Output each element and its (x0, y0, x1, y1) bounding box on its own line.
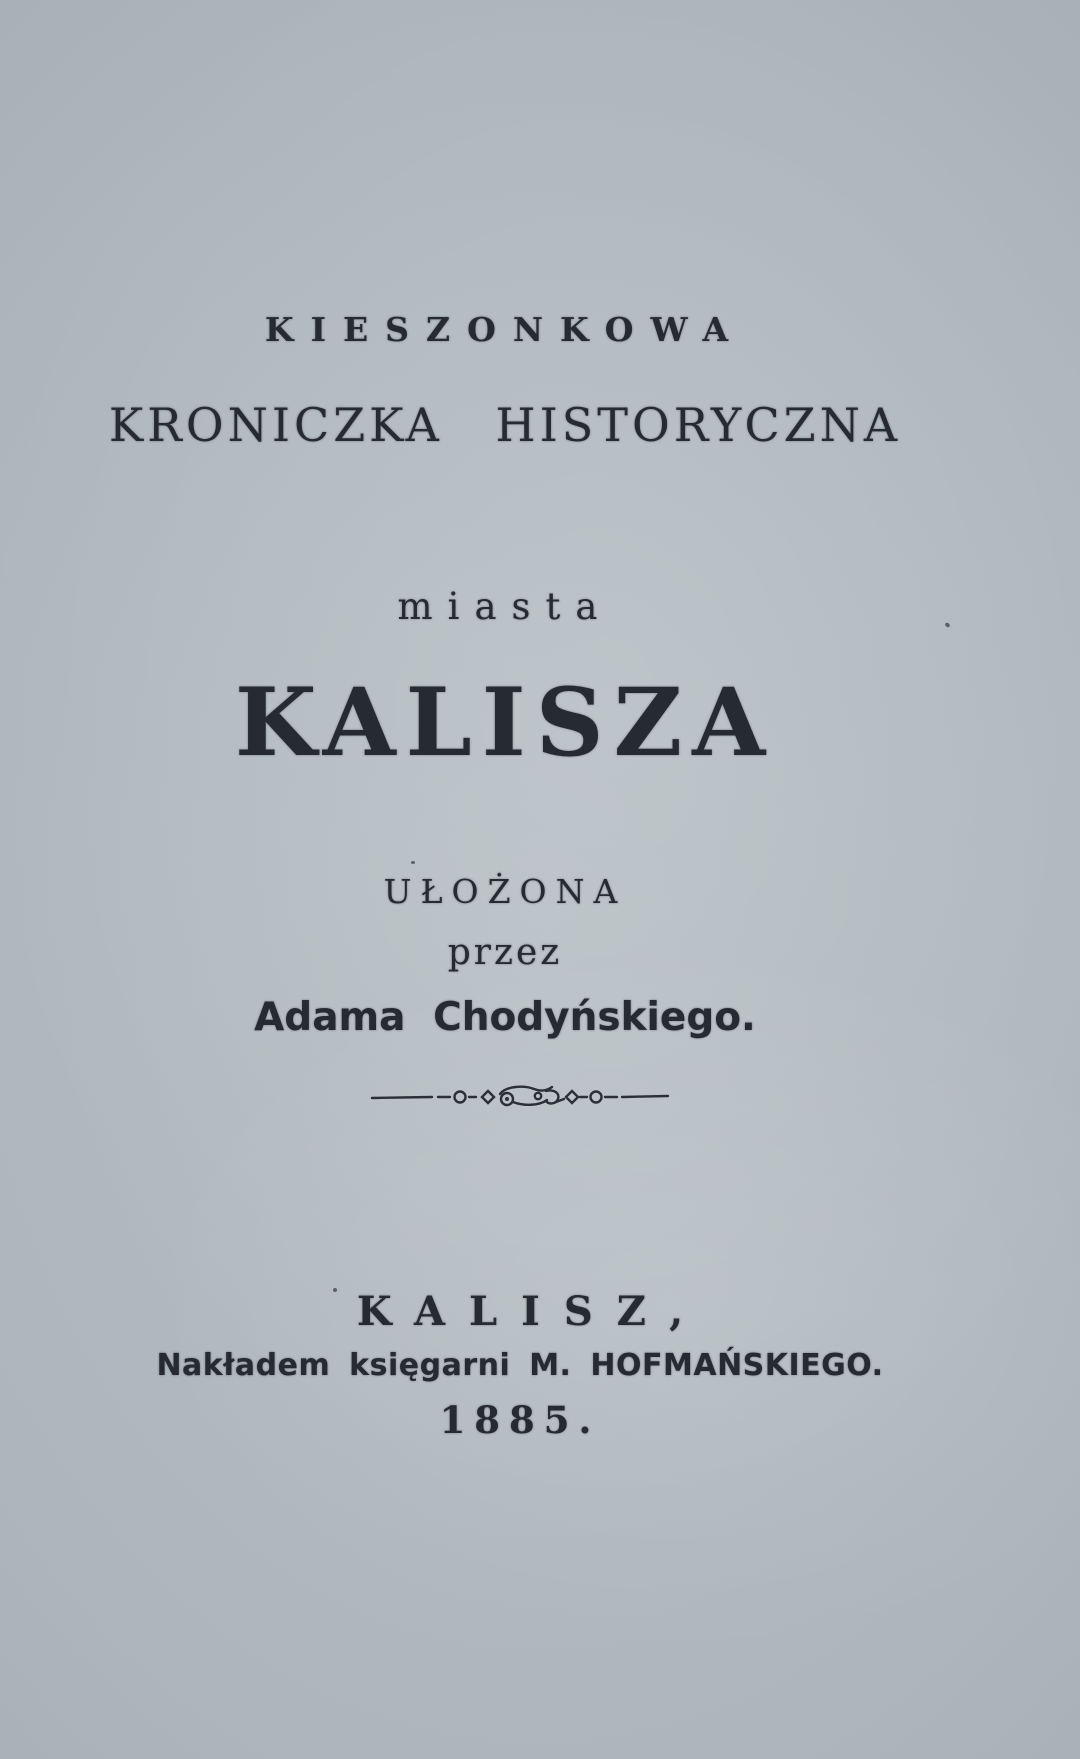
subtitle-miasta: miasta (397, 585, 613, 628)
ornamental-divider (0, 1082, 1040, 1116)
ornamental-rule-icon (370, 1082, 670, 1112)
author-name: Adama Chodyńskiego. (254, 995, 756, 1040)
by-label: przez (447, 932, 563, 973)
series-title: KIESZONKOWA (264, 310, 746, 349)
composed-label: UŁOŻONA (383, 872, 627, 911)
imprint-publisher: Nakładem księgarni M. HOFMAŃSKIEGO. (156, 1348, 884, 1383)
paper-speck (411, 861, 415, 864)
imprint-year: 1885. (439, 1398, 601, 1442)
imprint-city: KALISZ, (356, 1288, 708, 1335)
paper-speck (333, 1288, 337, 1292)
city-title-kalisza: KALISZA (234, 668, 776, 778)
main-title: KRONICZKA HISTORYCZNA (108, 398, 902, 452)
